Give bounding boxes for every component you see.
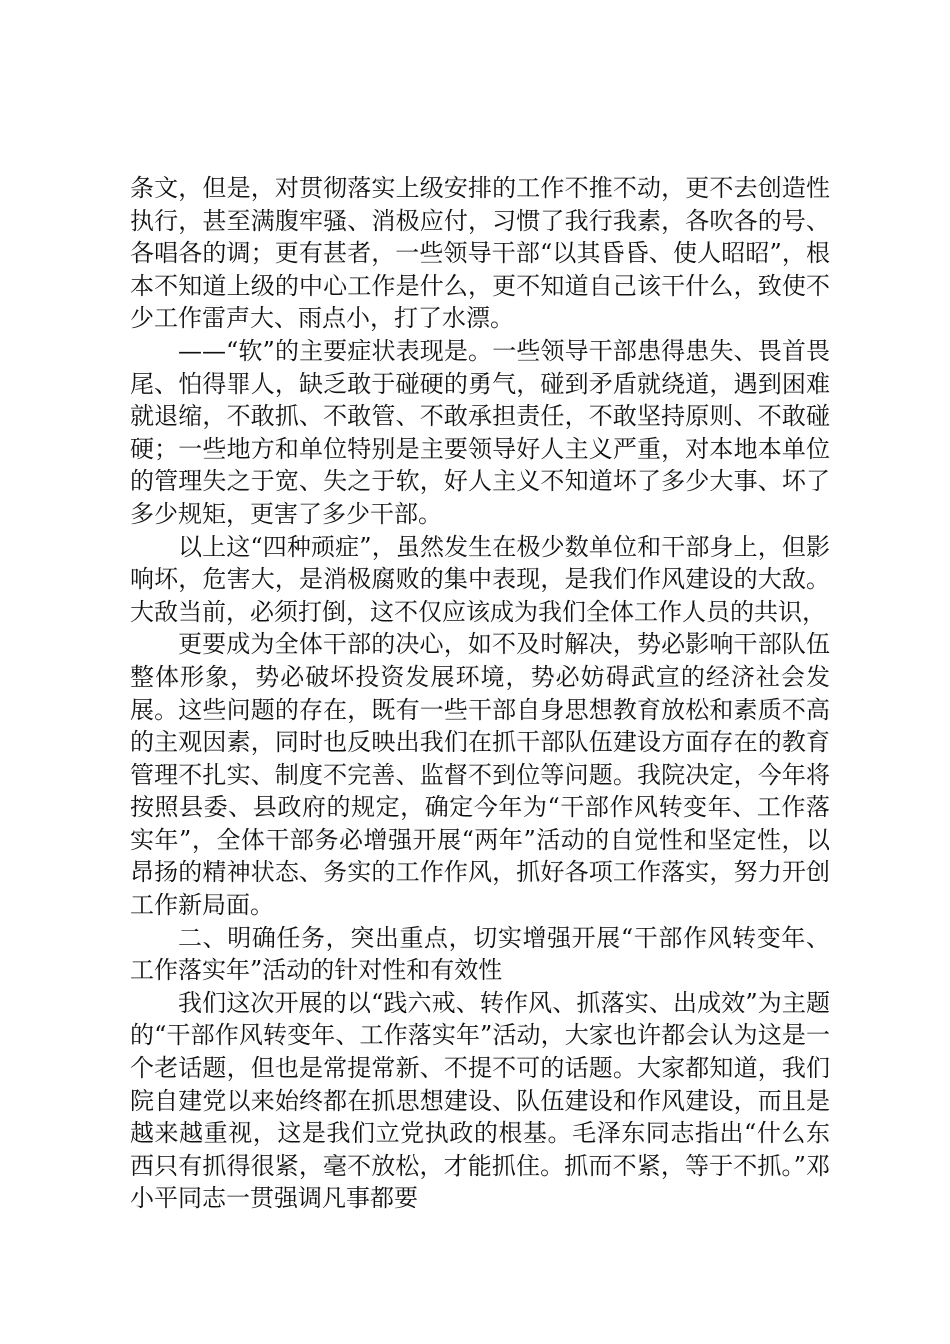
section-heading-two: 二、明确任务，突出重点，切实增强开展“干部作风转变年、工作落实年”活动的针对性和有效性 [130,923,830,985]
paragraph-campaign-theme: 我们这次开展的以“践六戒、转作风、抓落实、出成效”为主题的“干部作风转变年、工作落实年”活动，大家也许都会认为这是一个老话题，但也是常提常新、不提不可的话题。大家都知道，我们院自建党以来始终都在抓思想建设、队伍建设和作风建设，而且是越来越重视，这是我们立党执政的根基。毛泽东同志指出“什么东西只有抓得很紧，毫不放松，才能抓住。抓而不紧，等于不抓。”邓小平同志一贯强调凡事都要 [130,988,830,1213]
paragraph-determination: 更要成为全体干部的决心，如不及时解决，势必影响干部队伍整体形象，势必破坏投资发展环境，势必妨碍武宣的经济社会发展。这些问题的存在，既有一些干部自身思想教育放松和素质不高的主观因素，同时也反映出我们在抓干部队伍建设方面存在的教育管理不扎实、制度不完善、监督不到位等问题。我院决定，今年将按照县委、县政府的规定，确定今年为“干部作风转变年、工作落实年”，全体干部务必增强开展“两年”活动的自觉性和坚定性，以昂扬的精神状态、务实的工作作风，抓好各项工作落实，努力开创工作新局面。 [130,630,830,920]
paragraph-continued-text: 条文，但是，对贯彻落实上级安排的工作不推不动，更不去创造性执行，甚至满腹牢骚、消极应付，习惯了我行我素，各吹各的号、各唱各的调；更有甚者，一些领导干部“以其昏昏、使人昭昭”，根本不知道上级的中心工作是什么，更不知道自己该干什么，致使不少工作雷声大、雨点小，打了水漂。 [130,174,830,333]
document-body [130,172,830,1215]
paragraph-soft-symptoms: ——“软”的主要症状表现是。一些领导干部患得患失、畏首畏尾、怕得罪人，缺乏敢于碰硬的勇气，碰到矛盾就绕道，遇到困难就退缩，不敢抓、不敢管、不敢承担责任，不敢坚持原则、不敢碰硬；一些地方和单位特别是主要领导好人主义严重，对本地本单位的管理失之于宽、失之于软，好人主义不知道坏了多少大事、坏了多少规矩，更害了多少干部。 [130,336,830,528]
paragraph-four-problems: 以上这“四种顽症”，虽然发生在极少数单位和干部身上，但影响坏，危害大，是消极腐败的集中表现，是我们作风建设的大敌。大敌当前，必须打倒，这不仅应该成为我们全体工作人员的共识， [130,532,830,626]
